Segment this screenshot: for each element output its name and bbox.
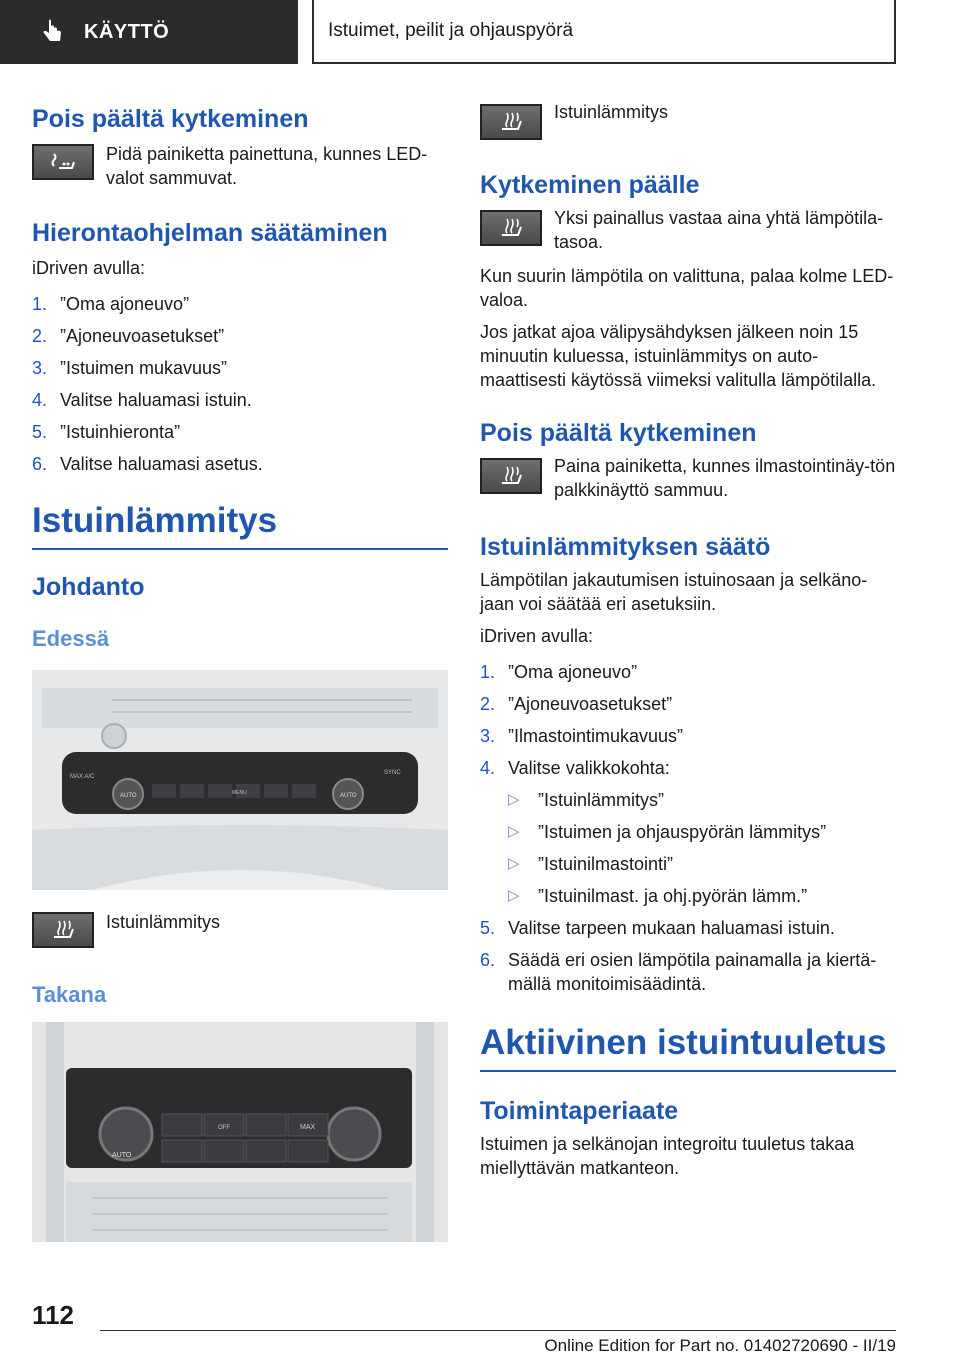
page-number: 112 <box>32 1300 74 1330</box>
sub-list-item: ▷ ”Istuimen ja ohjauspyörän lämmitys” <box>508 822 827 842</box>
panel-menu-label: MENU <box>232 790 247 796</box>
seat-heating-icon <box>32 912 94 948</box>
on-row <box>480 210 896 254</box>
rear-max-label: MAX <box>300 1124 316 1131</box>
list-item: 4. Valitse haluamasi istuin. <box>32 390 252 410</box>
list-item: 6. Säädä eri osien lämpötila painamalla ja kiertä-mällä monitoimisäädintä. <box>480 950 877 994</box>
massage-button-icon <box>32 144 94 180</box>
adjust-heading: Istuinlämmityksen säätö <box>480 533 771 561</box>
panel-max-ac-label: MAX A/C <box>70 774 95 780</box>
sub-list-item: ▷ ”Istuinilmast. ja ohj.pyörän lämm.” <box>508 886 808 906</box>
heating-title: Istuinlämmitys <box>32 501 278 540</box>
off-text: Pidä painiketta painettuna, kunnes LED-valot sammuvat. <box>106 144 428 188</box>
front-panel-illustration <box>32 670 448 890</box>
triangle-bullet-icon: ▷ <box>508 855 520 872</box>
massage-intro: iDriven avulla: <box>32 258 146 278</box>
principle-text: Istuimen ja selkänojan integroitu tuuletus takaa miellyttävän matkanteon. <box>480 1134 855 1178</box>
triangle-bullet-icon: ▷ <box>508 887 520 904</box>
section-tab <box>0 0 298 64</box>
triangle-bullet-icon: ▷ <box>508 791 520 808</box>
seat-heating-icon <box>480 104 542 140</box>
heating-title-block <box>32 500 448 550</box>
seat-heating-icon <box>480 458 542 494</box>
intro-heading: Johdanto <box>32 573 145 601</box>
heating-icon-label: Istuinlämmitys <box>554 102 669 122</box>
off-heading-right: Pois päältä kytkeminen <box>480 419 757 447</box>
sub-list-item: ▷ ”Istuinilmastointi” <box>508 854 674 874</box>
rear-auto-label: AUTO <box>112 1152 132 1159</box>
list-item: 5. Valitse tarpeen mukaan haluamasi istuin. <box>480 918 835 938</box>
off-text-right: Paina painiketta, kunnes ilmastointinäy-tön palkkinäyttö sammuu. <box>554 456 896 500</box>
massage-off-row <box>32 144 448 190</box>
vent-title: Aktiivinen istuintuuletus <box>480 1023 887 1062</box>
chapter-title: Istuimet, peilit ja ohjauspyörä <box>312 0 896 64</box>
edition-text: Online Edition for Part no. 01402720690 - II/19 <box>544 1336 896 1355</box>
on-paragraph-2: Jos jatkat ajoa välipysähdyksen jälkeen noin 15 minuutin kuluessa, istuinlämmitys on auto-maattisesti käytössä viimeksi valitulla lämpötilalla. <box>480 322 877 390</box>
list-item: 3. ”Ilmastointimukavuus” <box>480 726 684 746</box>
footer-divider <box>100 1330 896 1331</box>
front-heating-row <box>32 912 448 948</box>
list-item: 1. ”Oma ajoneuvo” <box>32 294 190 314</box>
seat-heating-icon <box>480 210 542 246</box>
massage-steps <box>32 292 448 476</box>
left-column <box>32 96 448 1242</box>
rear-heading: Takana <box>32 982 107 1007</box>
off-heading: Pois päältä kytkeminen <box>32 105 309 133</box>
sub-list-item: ▷ ”Istuinlämmitys” <box>508 790 665 810</box>
on-heading: Kytkeminen päälle <box>480 171 700 199</box>
section-label: KÄYTTÖ <box>84 20 170 43</box>
adjust-paragraph: Lämpötilan jakautumisen istuinosaan ja selkäno-jaan voi säätää eri asetuksiin. <box>480 570 868 614</box>
rear-off-label: OFF <box>218 1125 230 1131</box>
front-heading: Edessä <box>32 626 110 651</box>
off-row <box>480 458 896 502</box>
list-item: 3. ”Istuimen mukavuus” <box>32 358 228 378</box>
right-column <box>480 96 896 1180</box>
list-item: 6. Valitse haluamasi asetus. <box>32 454 263 474</box>
vent-title-block <box>480 1022 896 1072</box>
heating-icon-row <box>480 104 896 140</box>
list-item: 5. ”Istuinhieronta” <box>32 422 181 442</box>
principle-heading: Toimintaperiaate <box>480 1097 679 1125</box>
panel-auto-label-left: AUTO <box>120 793 137 799</box>
rear-climate-panel-image <box>32 1022 448 1242</box>
list-item: 2. ”Ajoneuvoasetukset” <box>480 694 673 714</box>
rear-panel-illustration <box>32 1022 448 1242</box>
list-item: 2. ”Ajoneuvoasetukset” <box>32 326 225 346</box>
list-item: 1. ”Oma ajoneuvo” <box>480 662 638 682</box>
front-climate-panel-image <box>32 670 448 890</box>
on-paragraph-1: Kun suurin lämpötila on valittuna, palaa kolme LED-valoa. <box>480 266 894 310</box>
front-heating-label: Istuinlämmitys <box>106 912 221 932</box>
panel-auto-label-right: AUTO <box>340 793 357 799</box>
adjust-steps <box>480 660 896 996</box>
massage-heading: Hierontaohjelman säätäminen <box>32 219 388 247</box>
pointing-hand-icon <box>40 19 66 45</box>
triangle-bullet-icon: ▷ <box>508 823 520 840</box>
panel-sync-label: SYNC <box>384 770 401 776</box>
adjust-intro: iDriven avulla: <box>480 626 594 646</box>
on-text: Yksi painallus vastaa aina yhtä lämpötila-tasoa. <box>554 208 884 252</box>
list-item: 4. Valitse valikkokohta: <box>480 758 670 778</box>
